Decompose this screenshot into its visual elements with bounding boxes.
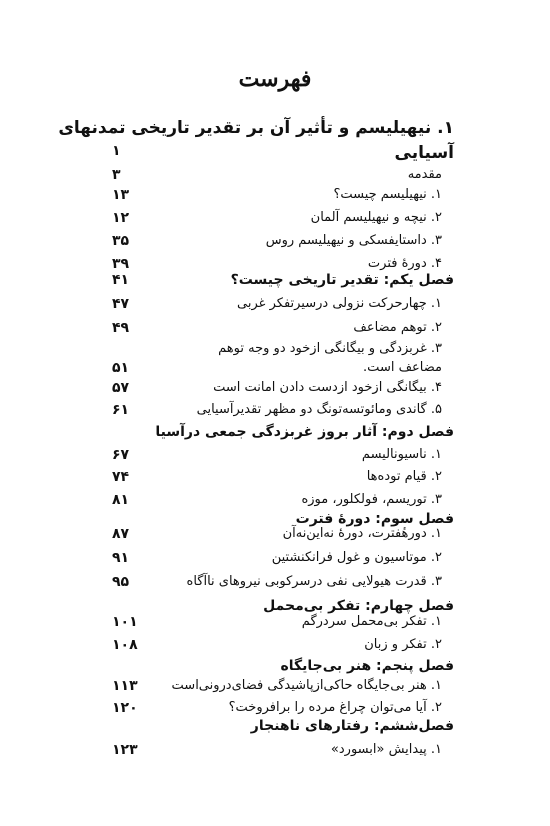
toc-entry-label: مقدمه <box>407 167 442 182</box>
toc-entry-row <box>112 296 442 318</box>
toc-heading-label: فصل یکم: تقدیر تاریخی چیست؟ <box>230 272 454 288</box>
toc-page-number: ۵۷ <box>112 380 130 396</box>
toc-page-number: ۴۱ <box>112 272 130 288</box>
toc-entry-label: ۳. غربزدگی و بیگانگی ازخود دو وجه توهم <box>218 341 442 356</box>
toc-heading-label: آسیایی <box>394 143 454 163</box>
toc-heading-row <box>112 424 454 446</box>
toc-entry-label: ۱. ناسیونالیسم <box>361 447 442 462</box>
toc-entry-label: ۲. موتاسیون و غول فرانکنشتین <box>271 550 442 565</box>
toc-entry-row <box>112 526 442 548</box>
toc-heading-row <box>112 718 454 740</box>
toc-heading-label: ۱. نیهیلیسم و تأثیر آن بر تقدیر تاریخی تمدنهای <box>58 118 454 138</box>
toc-entry-label: ۱. پیدایش «ابسورد» <box>330 742 442 757</box>
toc-heading-label: فصل پنجم: هنر بی‌جایگاه <box>280 658 454 674</box>
toc-page-number: ۸۷ <box>112 526 130 542</box>
toc-entry-label: مضاعف است. <box>363 360 442 375</box>
toc-page-number: ۱۰۱ <box>112 614 138 630</box>
page-title: فهرست <box>238 66 312 92</box>
toc-page-number: ۹۵ <box>112 574 130 590</box>
toc-page-number: ۹۱ <box>112 550 130 566</box>
toc-page-number: ۱۲ <box>112 210 130 226</box>
toc-entry-label: ۲. قیام توده‌ها <box>366 469 442 484</box>
toc-heading-label: فصل‌ششم: رفتارهای ناهنجار <box>250 718 454 734</box>
toc-heading-row <box>58 118 454 140</box>
toc-entry-label: ۱. دورهٔفترت، دورهٔ نه‌این‌نه‌آن <box>282 526 442 541</box>
toc-heading-row <box>112 272 454 294</box>
toc-entry-label: ۲. نیچه و نیهیلیسم آلمان <box>310 210 442 225</box>
toc-page-number: ۴۹ <box>112 320 130 336</box>
toc-heading-label: فصل چهارم: تفکر بی‌محمل <box>263 598 454 614</box>
toc-page-number: ۷۴ <box>112 469 130 485</box>
toc-entry-label: ۳. داستایفسکی و نیهیلیسم روس <box>265 233 442 248</box>
toc-page-number: ۱۲۳ <box>112 742 138 758</box>
toc-page-number: ۱۱۳ <box>112 678 138 694</box>
toc-entry-label: ۱. تفکر بی‌محمل سردرگم <box>301 614 442 629</box>
toc-page-number: ۵۱ <box>112 360 130 376</box>
toc-entry-row <box>112 637 442 659</box>
toc-entry-label: ۱. هنر بی‌جایگاه حاکی‌ازپاشیدگی فضای‌درونی‌است <box>171 678 442 693</box>
toc-entry-row <box>112 550 442 572</box>
toc-page-number: ۱ <box>112 143 121 159</box>
toc-heading-label: فصل سوم: دورهٔ فترت <box>295 511 454 527</box>
toc-page-number: ۳۹ <box>112 256 130 272</box>
toc-page-number: ۸۱ <box>112 492 130 508</box>
toc-page-number: ۶۱ <box>112 402 130 418</box>
toc-entry-label: ۴. دورهٔ فترت <box>367 256 442 271</box>
toc-entry-row <box>112 678 442 700</box>
toc-page-number: ۳۵ <box>112 233 130 249</box>
toc-entry-row <box>112 574 442 596</box>
toc-entry-row <box>112 402 442 424</box>
toc-page-number: ۶۷ <box>112 447 130 463</box>
toc-entry-row <box>112 380 442 402</box>
toc-entry-row <box>112 614 442 636</box>
toc-entry-row <box>112 187 442 209</box>
toc-entry-label: ۳. قدرت هیولایی نفی درسرکوبی نیروهای ناآگاه <box>186 574 442 589</box>
toc-page-number: ۱۲۰ <box>112 700 138 716</box>
toc-entry-row <box>112 469 442 491</box>
toc-entry-row <box>112 320 442 342</box>
toc-page-number: ۴۷ <box>112 296 130 312</box>
toc-heading-row <box>112 658 454 680</box>
toc-entry-label: ۲. تفکر و زبان <box>364 637 442 652</box>
toc-entry-row <box>112 233 442 255</box>
toc-entry-label: ۲. آیا می‌توان چراغ مرده را برافروخت؟ <box>228 700 442 715</box>
toc-heading-row <box>112 143 454 165</box>
toc-entry-label: ۴. بیگانگی ازخود ازدست دادن امانت است <box>213 380 442 395</box>
toc-entry-row <box>112 167 442 189</box>
toc-heading-label: فصل دوم: آثار بروز غربزدگی جمعی درآسیا <box>155 424 454 440</box>
toc-entry-row <box>112 360 442 382</box>
toc-entry-label: ۲. توهم مضاعف <box>353 320 442 335</box>
toc-entry-label: ۱. چهارحرکت نزولی درسیرتفکر غربی <box>237 296 442 311</box>
toc-entry-label: ۳. توریسم، فولکلور، موزه <box>301 492 442 507</box>
toc-entry-label: ۵. گاندی ومائوتسه‌تونگ دو مظهر تقدیرآسیایی <box>196 402 442 417</box>
toc-entry-row <box>112 742 442 764</box>
toc-page-number: ۱۳ <box>112 187 130 203</box>
toc-page-number: ۱۰۸ <box>112 637 138 653</box>
toc-entry-row <box>112 210 442 232</box>
toc-entry-row <box>112 447 442 469</box>
toc-page-number: ۳ <box>112 167 121 183</box>
toc-entry-label: ۱. نیهیلیسم چیست؟ <box>333 187 442 202</box>
